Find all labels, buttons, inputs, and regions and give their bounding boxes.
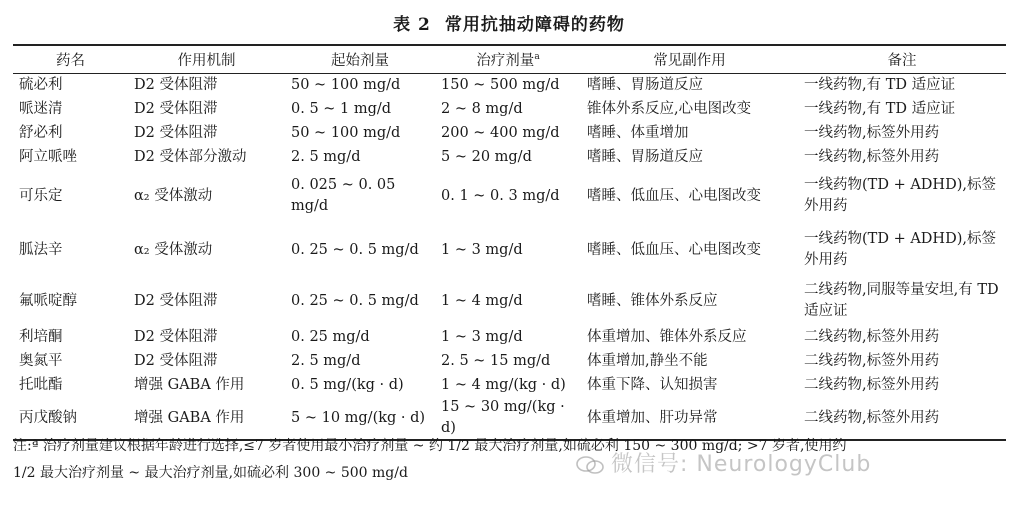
side-effects: 嗜睡、胃肠道反应 [587,76,703,93]
footnote-marker: a [534,51,540,62]
header-side-effects: 常见副作用 [653,52,726,69]
footnote-line-1: 注:ª 治疗剂量建议根据年龄进行选择,≤7 岁者使用最小治疗剂量 ~ 约 1/2 最大治疗剂量,如硫必利 150 ~ 300 mg/d; >7 岁者,使用约 [13,438,847,454]
wechat-logo-icon [575,455,605,475]
therapeutic-dose: 150 ~ 500 mg/d [441,76,560,93]
drug-table [13,44,1006,441]
table-row [13,349,1006,373]
drug-name: 胍法辛 [19,241,63,258]
starting-dose: 0. 5 mg/(kg · d) [291,376,404,393]
therapeutic-dose: 15 ~ 30 mg/(kg · d) [441,399,565,436]
mechanism: 增强 GABA 作用 [134,376,245,393]
header-therapeutic-dose: 治疗剂量$^a$ [476,51,540,69]
mechanism: α₂ 受体激动 [134,241,213,258]
starting-dose: 0. 25 mg/d [291,328,370,345]
table-number: 表 2 [393,15,431,35]
therapeutic-dose: 200 ~ 400 mg/d [441,124,560,141]
drug-name: 舒必利 [19,124,63,141]
drug-name: 氟哌啶醇 [19,292,77,309]
table-row [13,277,1006,325]
therapeutic-dose: 5 ~ 20 mg/d [441,148,532,165]
remarks: 一线药物(TD + ADHD),标签外用药 [804,177,996,214]
starting-dose: 0. 25 ~ 0. 5 mg/d [291,292,419,309]
remarks: 一线药物,有 TD 适应证 [804,100,956,117]
header-row [13,45,1006,73]
side-effects: 体重增加,静坐不能 [587,352,708,369]
mechanism: D2 受体阻滞 [134,76,218,93]
remarks: 二线药物,标签外用药 [804,409,940,426]
starting-dose: 2. 5 mg/d [291,352,361,369]
starting-dose: 50 ~ 100 mg/d [291,76,401,93]
remarks: 二线药物,标签外用药 [804,376,940,393]
remarks: 二线药物,标签外用药 [804,328,940,345]
drug-name: 可乐定 [19,187,63,204]
watermark-text: 微信号: NeurologyClub [611,452,872,477]
header-starting-dose: 起始剂量 [331,52,389,69]
remarks: 二线药物,同服等量安坦,有 TD 适应证 [804,282,999,319]
side-effects: 嗜睡、体重增加 [587,124,689,141]
drug-name: 哌迷清 [19,100,63,117]
starting-dose: 50 ~ 100 mg/d [291,124,401,141]
table-caption [0,10,1018,35]
table-row [13,73,1006,97]
starting-dose: 0. 025 ~ 0. 05 mg/d [291,177,396,214]
side-effects: 锥体外系反应,心电图改变 [587,100,752,117]
remarks: 一线药物,标签外用药 [804,124,940,141]
remarks: 一线药物,有 TD 适应证 [804,76,956,93]
remarks: 一线药物,标签外用药 [804,148,940,165]
side-effects: 嗜睡、锥体外系反应 [587,292,718,309]
table-row [13,169,1006,223]
remarks: 二线药物,标签外用药 [804,352,940,369]
starting-dose: 0. 5 ~ 1 mg/d [291,100,392,117]
table-row [13,145,1006,169]
therapeutic-dose: 2 ~ 8 mg/d [441,100,523,117]
starting-dose: 0. 25 ~ 0. 5 mg/d [291,241,419,258]
starting-dose: 2. 5 mg/d [291,148,361,165]
drug-name: 利培酮 [19,328,63,345]
watermark [575,447,871,478]
therapeutic-dose: 1 ~ 4 mg/d [441,292,523,309]
mechanism: 增强 GABA 作用 [134,409,245,426]
therapeutic-dose: 1 ~ 3 mg/d [441,328,523,345]
mechanism: D2 受体阻滞 [134,100,218,117]
mechanism: D2 受体阻滞 [134,292,218,309]
starting-dose: 5 ~ 10 mg/(kg · d) [291,409,426,426]
drug-name: 托吡酯 [19,376,63,393]
remarks: 一线药物(TD + ADHD),标签外用药 [804,231,996,268]
side-effects: 体重增加、锥体外系反应 [587,328,747,345]
table-row [13,97,1006,121]
mechanism: α₂ 受体激动 [134,187,213,204]
footnote-line-2: 1/2 最大治疗剂量 ~ 最大治疗剂量,如硫必利 300 ~ 500 mg/d [13,465,408,481]
side-effects: 嗜睡、胃肠道反应 [587,148,703,165]
side-effects: 体重下降、认知损害 [587,376,718,393]
mechanism: D2 受体阻滞 [134,328,218,345]
table-row [13,121,1006,145]
therapeutic-dose: 0. 1 ~ 0. 3 mg/d [441,187,560,204]
table-row [13,325,1006,349]
drug-name: 丙戊酸钠 [19,409,77,426]
therapeutic-dose: 1 ~ 4 mg/(kg · d) [441,376,566,393]
header-drug-name: 药名 [56,52,85,69]
side-effects: 嗜睡、低血压、心电图改变 [587,241,761,258]
mechanism: D2 受体阻滞 [134,124,218,141]
table-row [13,223,1006,277]
table-title: 常用抗抽动障碍的药物 [444,15,625,35]
drug-name: 阿立哌唑 [19,148,77,165]
drug-name: 硫必利 [19,76,63,93]
side-effects: 嗜睡、低血压、心电图改变 [587,187,761,204]
drug-name: 奥氮平 [19,352,63,369]
header-mechanism: 作用机制 [177,52,236,69]
mechanism: D2 受体阻滞 [134,352,218,369]
mechanism: D2 受体部分激动 [134,148,247,165]
table-row [13,373,1006,397]
therapeutic-dose: 2. 5 ~ 15 mg/d [441,352,551,369]
header-remarks: 备注 [887,52,917,69]
therapeutic-dose: 1 ~ 3 mg/d [441,241,523,258]
side-effects: 体重增加、肝功异常 [587,409,718,426]
